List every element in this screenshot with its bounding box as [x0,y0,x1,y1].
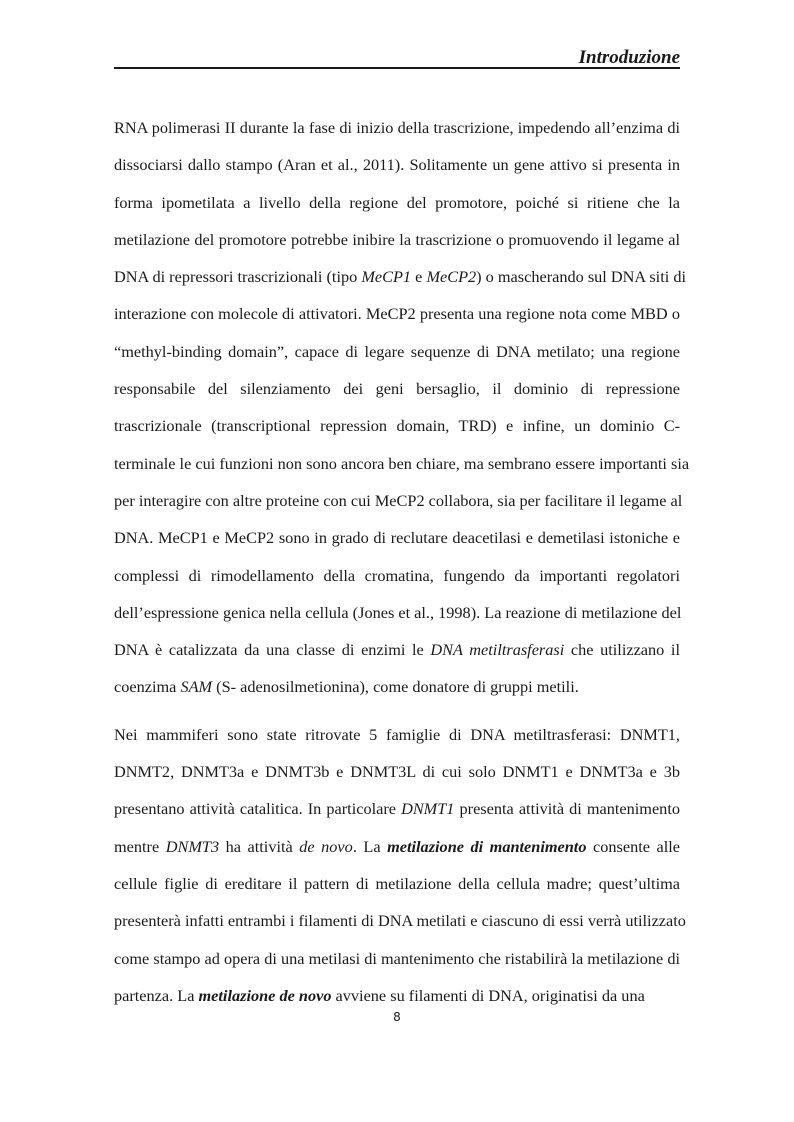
text-line: come stampo ad opera di una metilasi di mantenimento che ristabilirà la metilazione di [114,948,680,968]
text-line: DNA. MeCP1 e MeCP2 sono in grado di reclutare deacetilasi e demetilasi istoniche e [114,528,680,548]
paragraph-metilazione-promotore [114,109,690,706]
text-line: forma ipometilata a livello della regione del promotore, poiché si ritiene che la [114,192,680,212]
page-number: 8 [393,1010,401,1024]
text-line: terminale le cui funzioni non sono ancora ben chiare, ma sembrano essere importanti sia [114,453,690,473]
text-line: dell’espressione genica nella cellula (Jones et al., 1998). La reazione di metilazione del [114,602,682,622]
text-line: cellule figlie di ereditare il pattern di metilazione della cellula madre; quest’ultima [114,873,680,893]
text-line: interazione con molecole di attivatori. MeCP2 presenta una regione nota come MBD o [114,304,680,324]
text-line: mentre DNMT3 ha attività de novo. La metilazione di mantenimento consente alle [114,836,680,856]
bold-italic-term: metilazione di mantenimento [387,836,587,856]
text-line: Nei mammiferi sono state ritrovate 5 famiglie di DNA metiltrasferasi: DNMT1, [114,724,680,744]
text-line: presenterà infatti entrambi i filamenti di DNA metilati e ciascuno di essi verrà utilizzato [114,911,686,931]
italic-term: de novo [299,836,353,856]
italic-term: DNMT3 [165,836,220,856]
italic-term: MeCP1 [361,267,412,287]
text-line: RNA polimerasi II durante la fase di inizio della trascrizione, impedendo all’enzima di [114,118,680,137]
italic-term: DNMT1 [401,799,455,819]
running-header-title: Introduzione [578,47,680,68]
text-line: DNMT2, DNMT3a e DNMT3b e DNMT3L di cui solo DNMT1 e DNMT3a e 3b [114,762,680,782]
text-line: per interagire con altre proteine con cui MeCP2 collabora, sia per facilitare il legame al [114,490,683,510]
italic-term: MeCP2 [426,267,477,287]
header-rule [114,67,680,69]
bold-italic-term: metilazione de novo [198,985,332,1005]
text-line: “methyl-binding domain”, capace di legare sequenze di DNA metilato; una regione [114,341,680,361]
italic-term: DNA metiltrasferasi [430,640,565,660]
text-line: DNA di repressori trascrizionali (tipo MeCP1 e MeCP2) o mascherando sul DNA siti di [114,267,686,287]
body-text [114,109,690,1014]
text-line: DNA è catalizzata da una classe di enzimi le DNA metiltrasferasi che utilizzano il [114,640,680,660]
text-line: responsabile del silenziamento dei geni bersaglio, il dominio di repressione [114,379,680,399]
paragraph-dna-metiltrasferasi [114,716,686,1014]
text-line: trascrizionale (transcriptional repression domain, TRD) e infine, un dominio C- [114,416,680,436]
text-line: complessi di rimodellamento della cromatina, fungendo da importanti regolatori [114,565,680,585]
text-line: coenzima SAM (S- adenosilmetionina), come donatore di gruppi metili. [114,677,579,697]
text-line: dissociarsi dallo stampo (Aran et al., 2011). Solitamente un gene attivo si presenta in [114,155,680,175]
text-line: metilazione del promotore potrebbe inibire la trascrizione o promuovendo il legame al [114,229,680,249]
text-line: partenza. La metilazione de novo avviene su filamenti di DNA, originatisi da una [114,985,645,1005]
text-line: presentano attività catalitica. In particolare DNMT1 presenta attività di mantenimento [114,799,680,819]
italic-term: SAM [180,677,213,697]
